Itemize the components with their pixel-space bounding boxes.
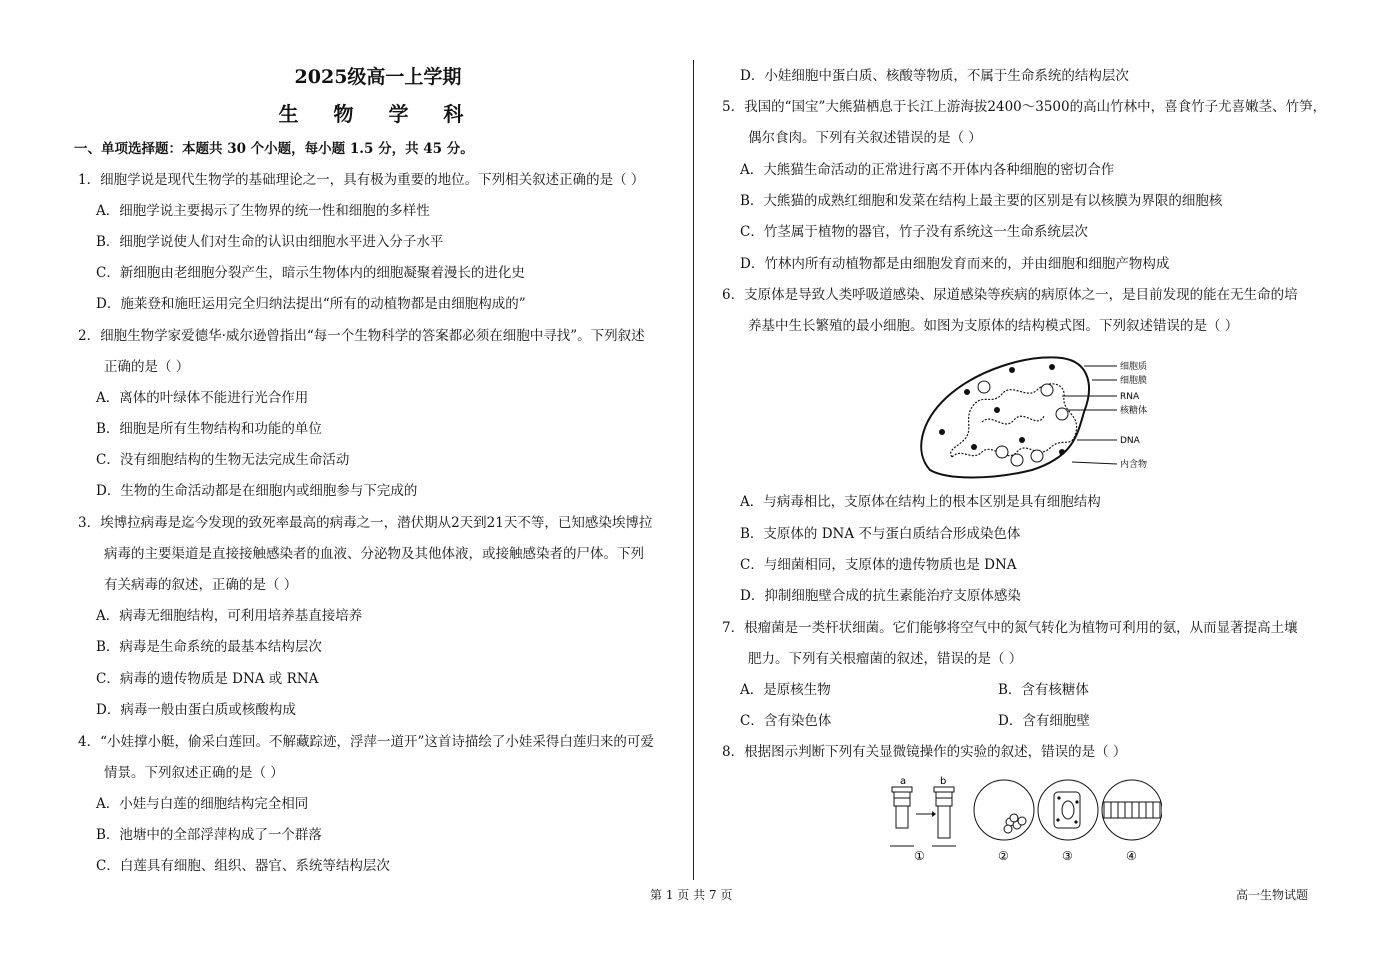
q4-option-d: D．小娃细胞中蛋白质、核酸等物质，不属于生命系统的结构层次 bbox=[740, 68, 1129, 84]
q3-option-a: A．病毒无细胞结构，可利用培养基直接培养 bbox=[96, 608, 363, 624]
q3-option-c: C．病毒的遗传物质是 DNA 或 RNA bbox=[96, 671, 319, 687]
label-membrane: 细胞膜 bbox=[1120, 376, 1148, 386]
subject-title: 生 物 学 科 bbox=[278, 102, 478, 126]
label-cytoplasm: 细胞质 bbox=[1120, 362, 1148, 372]
question-6-cont: 养基中生长繁殖的最小细胞。如图为支原体的结构模式图。下列叙述错误的是（ ） bbox=[748, 318, 1239, 334]
q7-option-a: A．是原核生物 bbox=[740, 682, 831, 698]
q6-option-c: C．与细菌相同，支原体的遗传物质也是 DNA bbox=[740, 557, 1017, 573]
question-3-cont2: 有关病毒的叙述，正确的是（ ） bbox=[104, 577, 298, 593]
q7-option-c: C．含有染色体 bbox=[740, 713, 832, 729]
label-ribosome: 核糖体 bbox=[1120, 406, 1148, 416]
q7-option-b: B．含有核糖体 bbox=[998, 682, 1089, 698]
q6-option-b: B．支原体的 DNA 不与蛋白质结合形成染色体 bbox=[740, 526, 1021, 542]
q1-option-b: B．细胞学说使人们对生命的认识由细胞水平进入分子水平 bbox=[96, 234, 444, 250]
q4-option-a: A．小娃与白莲的细胞结构完全相同 bbox=[96, 796, 309, 812]
question-7: 7．根瘤菌是一类杆状细菌。它们能够将空气中的氮气转化为植物可利用的氨，从而显著提高土壤 bbox=[722, 620, 1298, 636]
exam-title: 2025级高一上学期 bbox=[294, 66, 462, 88]
q5-option-d: D．竹林内所有动植物都是由细胞发育而来的，并由细胞和细胞产物构成 bbox=[740, 256, 1170, 272]
label-inclusion: 内含物 bbox=[1120, 460, 1148, 470]
q7-option-d: D．含有细胞壁 bbox=[998, 713, 1090, 729]
label-a: a bbox=[900, 776, 907, 787]
q5-option-c: C．竹茎属于植物的器官，竹子没有系统这一生命系统层次 bbox=[740, 224, 1088, 240]
q1-option-c: C．新细胞由老细胞分裂产生，暗示生物体内的细胞凝聚着漫长的进化史 bbox=[96, 265, 525, 281]
q3-option-b: B．病毒是生命系统的最基本结构层次 bbox=[96, 639, 322, 655]
question-7-cont: 肥力。下列有关根瘤菌的叙述，错误的是（ ） bbox=[748, 651, 1023, 667]
section-heading: 一、单项选择题：本题共 30 个小题，每小题 1.5 分，共 45 分。 bbox=[74, 141, 474, 157]
question-8: 8．根据图示判断下列有关显微镜操作的实验的叙述，错误的是（ ） bbox=[722, 744, 1127, 760]
label-b: b bbox=[940, 776, 947, 787]
q6-option-d: D．抑制细胞壁合成的抗生素能治疗支原体感染 bbox=[740, 588, 1021, 604]
exam-name: 高一生物试题 bbox=[1236, 888, 1309, 902]
q1-option-a: A．细胞学说主要揭示了生物界的统一性和细胞的多样性 bbox=[96, 203, 430, 219]
q2-option-c: C．没有细胞结构的生物无法完成生命活动 bbox=[96, 452, 350, 468]
q5-option-a: A．大熊猫生命活动的正常进行离不开体内各种细胞的密切合作 bbox=[740, 162, 1115, 178]
label-rna: RNA bbox=[1120, 392, 1140, 402]
q2-option-d: D．生物的生命活动都是在细胞内或细胞参与下完成的 bbox=[96, 483, 418, 499]
question-3-cont1: 病毒的主要渠道是直接接触感染者的血液、分泌物及其他体液，或接触感染者的尸体。下列 bbox=[104, 546, 644, 562]
question-4: 4．“小娃撑小艇，偷采白莲回。不解藏踪迹，浮萍一道开”这首诗描绘了小娃采得白莲归来的可爱 bbox=[78, 734, 654, 750]
q2-option-a: A．离体的叶绿体不能进行光合作用 bbox=[96, 390, 309, 406]
question-2: 2．细胞生物学家爱德华·威尔逊曾指出“每一个生物科学的答案都必须在细胞中寻找”。下列叙述 bbox=[78, 328, 645, 344]
question-4-cont: 情景。下列叙述正确的是（ ） bbox=[104, 765, 284, 781]
label-dna: DNA bbox=[1120, 436, 1140, 446]
q5-option-b: B．大熊猫的成熟红细胞和发菜在结构上最主要的区别是有以核膜为界限的细胞核 bbox=[740, 193, 1223, 209]
question-3: 3．埃博拉病毒是迄今发现的致死率最高的病毒之一，潜伏期从2天到21天不等，已知感染埃博拉 bbox=[78, 515, 653, 531]
label-2: ② bbox=[998, 849, 1009, 863]
q6-option-a: A．与病毒相比，支原体在结构上的根本区别是具有细胞结构 bbox=[740, 494, 1101, 510]
column-divider bbox=[693, 60, 694, 880]
question-6: 6．支原体是导致人类呼吸道感染、尿道感染等疾病的病原体之一，是目前发现的能在无生命的培 bbox=[722, 287, 1298, 303]
q1-option-d: D．施莱登和施旺运用完全归纳法提出“所有的动植物都是由细胞构成的” bbox=[96, 296, 526, 312]
label-4: ④ bbox=[1126, 849, 1137, 863]
label-1: ① bbox=[914, 849, 925, 863]
question-5-cont: 偶尔食肉。下列有关叙述错误的是（ ） bbox=[748, 130, 982, 146]
q3-option-d: D．病毒一般由蛋白质或核酸构成 bbox=[96, 702, 296, 718]
microscope-diagram bbox=[882, 772, 1162, 866]
q4-option-b: B．池塘中的全部浮萍构成了一个群落 bbox=[96, 827, 322, 843]
label-3: ③ bbox=[1062, 849, 1073, 863]
page-number: 第 1 页 共 7 页 bbox=[650, 888, 733, 902]
question-2-cont: 正确的是（ ） bbox=[104, 359, 190, 375]
question-5: 5．我国的“国宝”大熊猫栖息于长江上游海拔2400～3500的高山竹林中，喜食竹子尤喜嫩茎、竹笋， bbox=[722, 99, 1327, 115]
q2-option-b: B．细胞是所有生物结构和功能的单位 bbox=[96, 421, 322, 437]
q4-option-c: C．白莲具有细胞、组织、器官、系统等结构层次 bbox=[96, 858, 390, 874]
mycoplasma-diagram bbox=[912, 352, 1182, 482]
question-1: 1．细胞学说是现代生物学的基础理论之一，具有极为重要的地位。下列相关叙述正确的是（ ） bbox=[78, 172, 645, 188]
